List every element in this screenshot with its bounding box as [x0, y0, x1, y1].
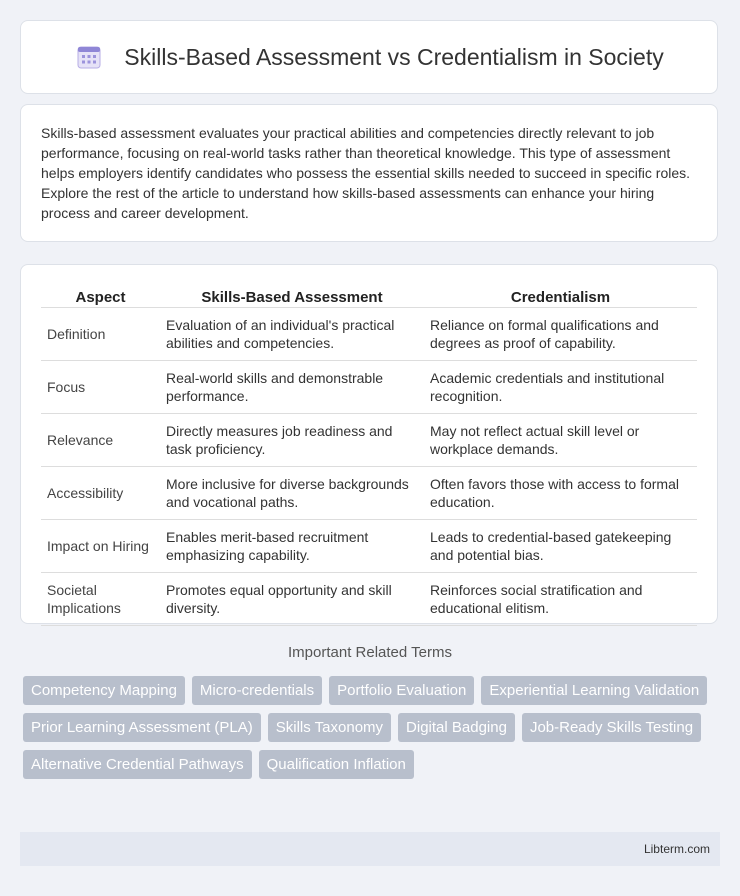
table-row [41, 414, 697, 467]
aspect-cell: Accessibility [41, 467, 160, 520]
aspect-cell: Impact on Hiring [41, 520, 160, 573]
table-row [41, 573, 697, 626]
column-header: Skills-Based Assessment [160, 287, 424, 308]
aspect-cell: Definition [41, 308, 160, 361]
calendar-grid-icon [74, 42, 104, 72]
related-term-tag[interactable]: Prior Learning Assessment (PLA) [23, 713, 261, 742]
skills-cell: Evaluation of an individual's practical abilities and competencies. [160, 308, 424, 361]
related-term-tag[interactable]: Digital Badging [398, 713, 515, 742]
skills-cell: More inclusive for diverse backgrounds and vocational paths. [160, 467, 424, 520]
skills-cell: Real-world skills and demonstrable performance. [160, 361, 424, 414]
credential-cell: May not reflect actual skill level or workplace demands. [424, 414, 697, 467]
related-term-tag[interactable]: Qualification Inflation [259, 750, 414, 779]
related-term-tag[interactable]: Alternative Credential Pathways [23, 750, 252, 779]
table-row [41, 361, 697, 414]
related-term-tag[interactable]: Job-Ready Skills Testing [522, 713, 701, 742]
table-row [41, 308, 697, 361]
skills-cell: Directly measures job readiness and task proficiency. [160, 414, 424, 467]
credential-cell: Reinforces social stratification and educational elitism. [424, 573, 697, 626]
intro-text: Skills-based assessment evaluates your practical abilities and competencies directly relevant to job performance, focusing on real-world tasks rather than theoretical knowledge. This type of assessment helps employers identify candidates who possess the essential skills needed to succeed in specific roles. Explore the rest of the article to understand how skills-based assessments can enhance your hiring process and career development. [41, 125, 691, 221]
related-term-tag[interactable]: Micro-credentials [192, 676, 322, 705]
related-terms-title: Important Related Terms [288, 644, 452, 661]
credential-cell: Reliance on formal qualifications and degrees as proof of capability. [424, 308, 697, 361]
header-card [20, 20, 718, 94]
comparison-card [20, 264, 718, 624]
intro-card [20, 104, 718, 242]
skills-cell: Promotes equal opportunity and skill diversity. [160, 573, 424, 626]
table-header-row [41, 287, 697, 308]
comparison-table [41, 287, 697, 626]
table-row [41, 467, 697, 520]
footer [20, 832, 720, 866]
table-row [41, 520, 697, 573]
credential-cell: Leads to credential-based gatekeeping and potential bias. [424, 520, 697, 573]
related-terms-list [23, 676, 723, 779]
page-title: Skills-Based Assessment vs Credentialism in Society [124, 43, 664, 70]
aspect-cell: Focus [41, 361, 160, 414]
aspect-cell: Societal Implications [41, 573, 160, 626]
related-term-tag[interactable]: Skills Taxonomy [268, 713, 391, 742]
related-term-tag[interactable]: Experiential Learning Validation [481, 676, 707, 705]
column-header: Aspect [41, 287, 160, 308]
column-header: Credentialism [424, 287, 697, 308]
related-term-tag[interactable]: Competency Mapping [23, 676, 185, 705]
aspect-cell: Relevance [41, 414, 160, 467]
credential-cell: Academic credentials and institutional recognition. [424, 361, 697, 414]
related-term-tag[interactable]: Portfolio Evaluation [329, 676, 474, 705]
credential-cell: Often favors those with access to formal education. [424, 467, 697, 520]
footer-link[interactable]: Libterm.com [643, 842, 710, 856]
skills-cell: Enables merit-based recruitment emphasizing capability. [160, 520, 424, 573]
